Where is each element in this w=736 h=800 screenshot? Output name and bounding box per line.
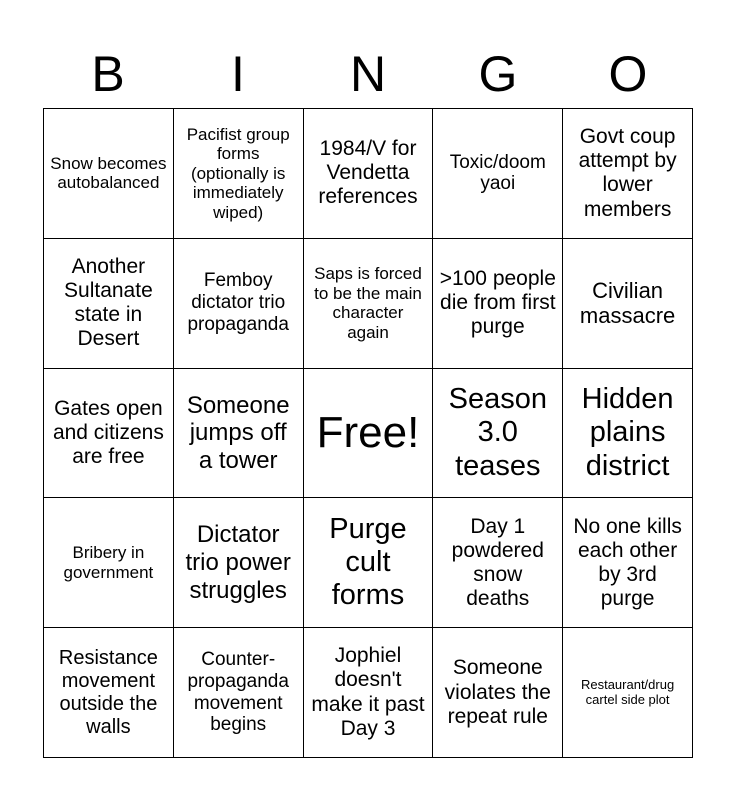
bingo-cell[interactable] (174, 239, 304, 369)
bingo-cell-text: Gates open and citizens are free (52, 396, 164, 469)
bingo-cell-text: Bribery in government (63, 543, 154, 582)
bingo-cell[interactable] (304, 109, 434, 239)
bingo-header (43, 40, 693, 108)
bingo-cell[interactable] (433, 369, 563, 499)
bingo-cell-text: Day 1 powdered snow deaths (451, 514, 544, 610)
header-letter-i: I (231, 46, 245, 102)
bingo-cell-text: 1984/V for Vendetta references (318, 137, 418, 209)
bingo-cell-text: Femboy dictator trio propaganda (187, 270, 289, 336)
bingo-grid (43, 108, 693, 758)
bingo-cell-text: Another Sultanate state in Desert (64, 254, 153, 351)
bingo-cell[interactable] (433, 628, 563, 758)
bingo-cell-text: Civilian massacre (579, 277, 676, 329)
bingo-cell[interactable] (433, 239, 563, 369)
bingo-cell[interactable] (44, 239, 174, 369)
bingo-cell-text: Dictator trio power struggles (185, 521, 291, 604)
bingo-cell[interactable] (174, 109, 304, 239)
bingo-cell-text: Someone jumps off a tower (186, 391, 290, 474)
bingo-cell-text: Purge cult forms (329, 512, 407, 612)
bingo-cell[interactable] (563, 628, 693, 758)
header-letter-n: N (349, 46, 387, 102)
bingo-cell-text: Season 3.0 teases (448, 382, 547, 482)
bingo-cell-text: No one kills each other by 3rd purge (573, 514, 682, 610)
bingo-cell-text: Someone violates the repeat rule (444, 656, 551, 728)
bingo-cell-text: Resistance movement outside the walls (58, 646, 158, 738)
bingo-cell-text: >100 people die from first purge (439, 266, 556, 339)
bingo-cell-text: Toxic/doom yaoi (449, 151, 546, 195)
bingo-cell[interactable] (563, 109, 693, 239)
bingo-cell-text: Snow becomes autobalanced (50, 153, 167, 193)
bingo-cell[interactable] (174, 498, 304, 628)
bingo-cell[interactable] (304, 628, 434, 758)
bingo-cell[interactable] (44, 109, 174, 239)
header-letter-b: B (91, 46, 125, 102)
bingo-cell[interactable] (304, 498, 434, 628)
bingo-cell[interactable] (174, 369, 304, 499)
bingo-cell[interactable] (304, 239, 434, 369)
free-space-cell[interactable] (304, 369, 434, 499)
free-space-text: Free! (316, 407, 420, 457)
bingo-cell-text: Hidden plains district (581, 382, 674, 482)
bingo-cell[interactable] (44, 628, 174, 758)
bingo-cell-text: Restaurant/drug cartel side plot (580, 676, 675, 707)
bingo-cell[interactable] (44, 498, 174, 628)
header-letter-o: O (608, 46, 648, 102)
bingo-cell-text: Counter-propaganda movement begins (187, 648, 289, 736)
bingo-cell-text: Pacifist group forms (optionally is immediately wiped) (186, 124, 290, 222)
bingo-cell[interactable] (44, 369, 174, 499)
bingo-cell[interactable] (563, 239, 693, 369)
bingo-cell[interactable] (433, 109, 563, 239)
bingo-cell[interactable] (563, 498, 693, 628)
bingo-cell-text: Jophiel doesn't make it past Day 3 (311, 644, 425, 740)
bingo-cell[interactable] (433, 498, 563, 628)
bingo-cell-text: Saps is forced to be the main character again (314, 264, 422, 342)
bingo-cell[interactable] (563, 369, 693, 499)
bingo-cell[interactable] (174, 628, 304, 758)
header-letter-g: G (478, 46, 518, 102)
bingo-cell-text: Govt coup attempt by lower members (578, 125, 677, 221)
